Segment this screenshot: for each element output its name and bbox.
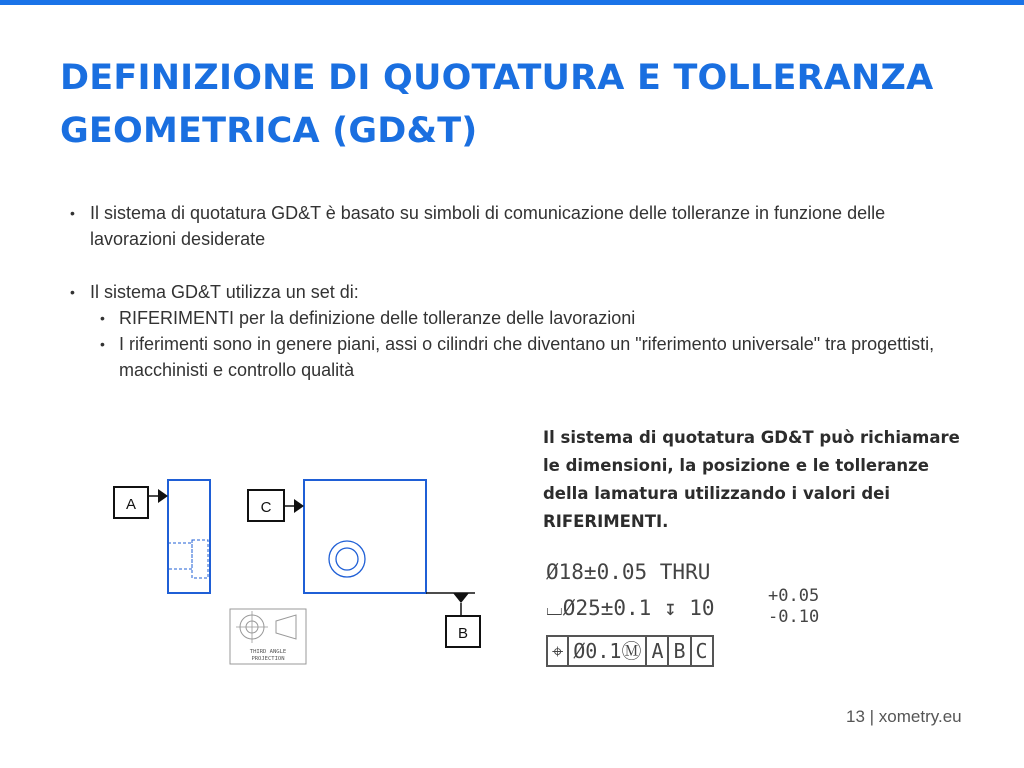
datum-b-label: B: [457, 625, 469, 642]
counterbore-callout: ⌴Ø25±0.1 ↧ 10: [546, 596, 715, 620]
sub-bullet-references-types: • I riferimenti sono in genere piani, assi o cilindri che diventano un "riferimento universale" tra progettisti, macchinisti e controllo qualità: [70, 331, 960, 383]
technical-drawing-svg: [110, 470, 490, 670]
third-angle-projection-symbol: [230, 609, 306, 664]
sub-bullet-references: • RIFERIMENTI per la definizione delle tolleranze delle lavorazioni: [70, 305, 960, 331]
frame-datum-a: A: [647, 637, 669, 665]
datum-c-label: C: [260, 499, 272, 516]
bullet-gdt-set: • Il sistema GD&T utilizza un set di:: [70, 279, 960, 305]
mmc-modifier-icon: Ⓜ: [621, 639, 642, 663]
frame-tolerance-value: Ø0.1: [573, 639, 622, 663]
datum-c-triangle: [294, 499, 304, 513]
counterbore-circle: [329, 541, 365, 577]
datum-b-triangle: [453, 593, 469, 603]
datum-a-triangle: [158, 489, 168, 503]
frame-tolerance: [569, 637, 647, 665]
technical-drawing: [110, 470, 490, 670]
slide-footer: 13 | xometry.eu: [846, 707, 962, 726]
feature-control-frame: [546, 635, 714, 667]
counterbore-tolerance-lower: -0.10: [768, 607, 820, 627]
side-view: [114, 480, 210, 593]
thru-hole-callout: Ø18±0.05 THRU: [546, 560, 711, 584]
projection-label-2: PROJECTION: [251, 656, 285, 662]
frame-datum-c: C: [695, 639, 708, 663]
position-symbol-icon: ⌖: [548, 637, 569, 665]
gdt-caption: Il sistema di quotatura GD&T può richiamare le dimensioni, la posizione e le tolleranze della lamatura utilizzando i valori dei RIFERIMENTI.: [543, 428, 960, 531]
projection-label-1: THIRD ANGLE: [249, 649, 287, 655]
counterbore-tolerance-upper: +0.05: [768, 586, 820, 606]
frame-datum-b: B: [669, 637, 691, 665]
bullet-list: [70, 200, 960, 383]
datum-a-label: A: [125, 496, 137, 513]
bullet-gdt-definition: • Il sistema di quotatura GD&T è basato su simboli di comunicazione delle tolleranze in funzione delle lavorazioni desiderate: [70, 200, 960, 252]
hole-circle: [336, 548, 358, 570]
top-accent-bar: [0, 0, 1024, 5]
slide-title: DEFINIZIONE DI QUOTATURA E TOLLERANZA GEOMETRICA (GD&T): [60, 58, 934, 151]
